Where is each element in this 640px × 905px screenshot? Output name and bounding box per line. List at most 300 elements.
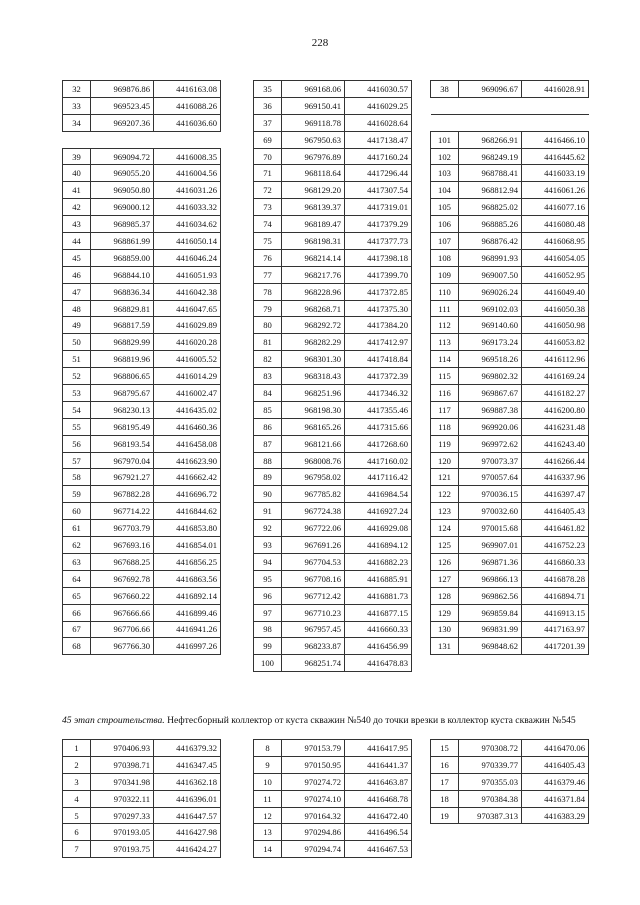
- x-coordinate: 969920.06: [459, 418, 522, 435]
- y-coordinate: 4416028.91: [522, 81, 589, 98]
- y-coordinate: 4416878.28: [522, 570, 589, 587]
- y-coordinate: 4416033.32: [154, 199, 221, 216]
- table-row: [63, 368, 221, 385]
- x-coordinate: 967708.16: [282, 570, 345, 587]
- x-coordinate: 967976.89: [282, 148, 345, 165]
- table-row: [254, 165, 412, 182]
- point-number: 60: [63, 503, 91, 520]
- y-coordinate: 4416050.38: [522, 300, 589, 317]
- point-number: 57: [63, 452, 91, 469]
- y-coordinate: 4416182.27: [522, 385, 589, 402]
- table-row: [254, 418, 412, 435]
- table-row: [254, 773, 412, 790]
- x-coordinate: 968008.76: [282, 452, 345, 469]
- point-number: 48: [63, 300, 91, 317]
- x-coordinate: 968118.64: [282, 165, 345, 182]
- table-row: [254, 317, 412, 334]
- x-coordinate: 968165.26: [282, 418, 345, 435]
- x-coordinate: 969055.20: [91, 165, 154, 182]
- y-coordinate: 4417138.47: [345, 131, 412, 148]
- coordinate-table: [430, 739, 589, 824]
- table-row: [254, 131, 412, 148]
- table-row: [63, 638, 221, 655]
- y-coordinate: 4416053.82: [522, 334, 589, 351]
- x-coordinate: 968189.47: [282, 216, 345, 233]
- y-coordinate: 4416383.29: [522, 807, 589, 824]
- point-number: 12: [254, 807, 282, 824]
- point-number: 120: [431, 452, 459, 469]
- table-row: [63, 570, 221, 587]
- x-coordinate: 968121.66: [282, 435, 345, 452]
- table-row: [431, 351, 589, 368]
- table-row: [63, 81, 221, 98]
- table-row: [254, 385, 412, 402]
- table-row: [431, 233, 589, 250]
- x-coordinate: 969150.41: [282, 97, 345, 114]
- x-coordinate: 970294.86: [282, 824, 345, 841]
- y-coordinate: 4416031.26: [154, 182, 221, 199]
- x-coordinate: 969050.80: [91, 182, 154, 199]
- table-row: [63, 351, 221, 368]
- point-number: 69: [254, 131, 282, 148]
- y-coordinate: 4416054.05: [522, 249, 589, 266]
- table-row: [431, 807, 589, 824]
- table-row: [254, 351, 412, 368]
- point-number: 74: [254, 216, 282, 233]
- x-coordinate: 968198.30: [282, 401, 345, 418]
- y-coordinate: 4416472.40: [345, 807, 412, 824]
- x-coordinate: 969118.78: [282, 114, 345, 131]
- y-coordinate: 4416894.71: [522, 587, 589, 604]
- table-row: [63, 97, 221, 114]
- point-number: 67: [63, 621, 91, 638]
- table-row: [63, 807, 221, 824]
- point-number: 102: [431, 148, 459, 165]
- y-coordinate: 4416405.43: [522, 756, 589, 773]
- point-number: 90: [254, 486, 282, 503]
- x-coordinate: 970297.33: [91, 807, 154, 824]
- y-coordinate: 4416885.91: [345, 570, 412, 587]
- table-row: [254, 740, 412, 757]
- y-coordinate: 4416050.14: [154, 233, 221, 250]
- y-coordinate: 4417384.20: [345, 317, 412, 334]
- y-coordinate: 4416036.60: [154, 114, 221, 131]
- x-coordinate: 970193.75: [91, 841, 154, 858]
- table-row: [63, 300, 221, 317]
- point-number: 68: [63, 638, 91, 655]
- y-coordinate: 4416002.47: [154, 385, 221, 402]
- table-row: [63, 385, 221, 402]
- point-number: 129: [431, 604, 459, 621]
- y-coordinate: 4416042.38: [154, 283, 221, 300]
- table-row: [431, 740, 589, 757]
- table-row: [254, 790, 412, 807]
- point-number: 116: [431, 385, 459, 402]
- y-coordinate: 4416929.08: [345, 520, 412, 537]
- point-number: 64: [63, 570, 91, 587]
- x-coordinate: 968301.30: [282, 351, 345, 368]
- y-coordinate: 4416984.54: [345, 486, 412, 503]
- x-coordinate: 970398.71: [91, 756, 154, 773]
- table-row: [431, 486, 589, 503]
- y-coordinate: 4416445.62: [522, 148, 589, 165]
- y-coordinate: 4417160.02: [345, 452, 412, 469]
- y-coordinate: 4416892.14: [154, 587, 221, 604]
- table-row: [254, 570, 412, 587]
- x-coordinate: 970193.05: [91, 824, 154, 841]
- table-row: [431, 334, 589, 351]
- x-coordinate: 970322.11: [91, 790, 154, 807]
- point-number: 46: [63, 266, 91, 283]
- y-coordinate: 4417355.46: [345, 401, 412, 418]
- x-coordinate: 969887.38: [459, 401, 522, 418]
- y-coordinate: 4417418.84: [345, 351, 412, 368]
- point-number: 85: [254, 401, 282, 418]
- table-row: [254, 114, 412, 131]
- x-coordinate: 969867.67: [459, 385, 522, 402]
- table-row: [431, 317, 589, 334]
- point-number: 44: [63, 233, 91, 250]
- y-coordinate: 4416447.57: [154, 807, 221, 824]
- y-coordinate: 4416662.42: [154, 469, 221, 486]
- table-row: [254, 621, 412, 638]
- point-number: 53: [63, 385, 91, 402]
- x-coordinate: 967714.22: [91, 503, 154, 520]
- point-number: 47: [63, 283, 91, 300]
- table-row: [431, 401, 589, 418]
- point-number: 43: [63, 216, 91, 233]
- point-number: 70: [254, 148, 282, 165]
- x-coordinate: 968812.94: [459, 182, 522, 199]
- table-row: [254, 199, 412, 216]
- point-number: 91: [254, 503, 282, 520]
- table-row: [63, 469, 221, 486]
- x-coordinate: 969207.36: [91, 114, 154, 131]
- x-coordinate: 968129.20: [282, 182, 345, 199]
- point-number: 105: [431, 199, 459, 216]
- point-number: 122: [431, 486, 459, 503]
- y-coordinate: 4417372.85: [345, 283, 412, 300]
- table-row: [254, 401, 412, 418]
- y-coordinate: 4416397.47: [522, 486, 589, 503]
- section-heading: [62, 715, 576, 726]
- point-number: 19: [431, 807, 459, 824]
- x-coordinate: 969972.62: [459, 435, 522, 452]
- y-coordinate: 4416844.62: [154, 503, 221, 520]
- x-coordinate: 970073.37: [459, 452, 522, 469]
- x-coordinate: 969007.50: [459, 266, 522, 283]
- y-coordinate: 4416899.46: [154, 604, 221, 621]
- point-number: 93: [254, 537, 282, 554]
- table-row: [431, 216, 589, 233]
- y-coordinate: 4416696.72: [154, 486, 221, 503]
- x-coordinate: 967921.27: [91, 469, 154, 486]
- table-row: [431, 553, 589, 570]
- point-number: 121: [431, 469, 459, 486]
- point-number: 118: [431, 418, 459, 435]
- x-coordinate: 969862.56: [459, 587, 522, 604]
- table-row: [63, 418, 221, 435]
- x-coordinate: 969523.45: [91, 97, 154, 114]
- x-coordinate: 968817.59: [91, 317, 154, 334]
- x-coordinate: 970355.03: [459, 773, 522, 790]
- y-coordinate: 4416660.33: [345, 621, 412, 638]
- y-coordinate: 4417296.44: [345, 165, 412, 182]
- table-gap-row: [63, 131, 221, 148]
- x-coordinate: 970294.74: [282, 841, 345, 858]
- x-coordinate: 967691.26: [282, 537, 345, 554]
- table-row: [431, 503, 589, 520]
- table-row: [431, 266, 589, 283]
- table-row: [431, 756, 589, 773]
- point-number: 88: [254, 452, 282, 469]
- y-coordinate: 4417375.30: [345, 300, 412, 317]
- y-coordinate: 4416396.01: [154, 790, 221, 807]
- y-coordinate: 4416470.06: [522, 740, 589, 757]
- x-coordinate: 968836.34: [91, 283, 154, 300]
- point-number: 2: [63, 756, 91, 773]
- point-number: 96: [254, 587, 282, 604]
- x-coordinate: 969173.24: [459, 334, 522, 351]
- table-row: [254, 841, 412, 858]
- y-coordinate: 4416461.82: [522, 520, 589, 537]
- point-number: 6: [63, 824, 91, 841]
- y-coordinate: 4417201.39: [522, 638, 589, 655]
- x-coordinate: 967710.23: [282, 604, 345, 621]
- y-coordinate: 4416854.01: [154, 537, 221, 554]
- y-coordinate: 4416050.98: [522, 317, 589, 334]
- y-coordinate: 4416169.24: [522, 368, 589, 385]
- x-coordinate: 968282.29: [282, 334, 345, 351]
- point-number: 1: [63, 740, 91, 757]
- table-row: [63, 283, 221, 300]
- table-row: [254, 368, 412, 385]
- point-number: 126: [431, 553, 459, 570]
- table-row: [431, 418, 589, 435]
- x-coordinate: 967950.63: [282, 131, 345, 148]
- table-row: [63, 790, 221, 807]
- y-coordinate: 4417346.32: [345, 385, 412, 402]
- y-coordinate: 4416020.28: [154, 334, 221, 351]
- x-coordinate: 970406.93: [91, 740, 154, 757]
- table-row: [63, 216, 221, 233]
- y-coordinate: 4416853.80: [154, 520, 221, 537]
- y-coordinate: 4416029.25: [345, 97, 412, 114]
- x-coordinate: 967785.82: [282, 486, 345, 503]
- y-coordinate: 4416080.48: [522, 216, 589, 233]
- table-row: [63, 553, 221, 570]
- y-coordinate: 4416061.26: [522, 182, 589, 199]
- y-coordinate: 4416941.26: [154, 621, 221, 638]
- table-row: [431, 368, 589, 385]
- table-row: [63, 452, 221, 469]
- point-number: 39: [63, 148, 91, 165]
- y-coordinate: 4416046.24: [154, 249, 221, 266]
- y-coordinate: 4416362.18: [154, 773, 221, 790]
- y-coordinate: 4416014.29: [154, 368, 221, 385]
- x-coordinate: 967706.66: [91, 621, 154, 638]
- table-row: [431, 148, 589, 165]
- y-coordinate: 4416427.98: [154, 824, 221, 841]
- y-coordinate: 4416047.65: [154, 300, 221, 317]
- x-coordinate: 969907.01: [459, 537, 522, 554]
- x-coordinate: 968251.74: [282, 655, 345, 672]
- x-coordinate: 968859.00: [91, 249, 154, 266]
- y-coordinate: 4416004.56: [154, 165, 221, 182]
- point-number: 112: [431, 317, 459, 334]
- table-row: [254, 638, 412, 655]
- coordinate-table: [253, 739, 412, 858]
- point-number: 124: [431, 520, 459, 537]
- table-row: [63, 165, 221, 182]
- y-coordinate: 4417163.97: [522, 621, 589, 638]
- x-coordinate: 970341.98: [91, 773, 154, 790]
- table-row: [63, 604, 221, 621]
- x-coordinate: 970308.72: [459, 740, 522, 757]
- point-number: 36: [254, 97, 282, 114]
- x-coordinate: 968861.99: [91, 233, 154, 250]
- point-number: 33: [63, 97, 91, 114]
- x-coordinate: 969831.99: [459, 621, 522, 638]
- y-coordinate: 4416028.64: [345, 114, 412, 131]
- point-number: 115: [431, 368, 459, 385]
- y-coordinate: 4416913.15: [522, 604, 589, 621]
- table-row: [431, 452, 589, 469]
- x-coordinate: 970153.79: [282, 740, 345, 757]
- x-coordinate: 970164.32: [282, 807, 345, 824]
- point-number: 128: [431, 587, 459, 604]
- point-number: 4: [63, 790, 91, 807]
- table-row: [254, 486, 412, 503]
- table-row: [254, 655, 412, 672]
- x-coordinate: 968214.14: [282, 249, 345, 266]
- y-coordinate: 4416405.43: [522, 503, 589, 520]
- x-coordinate: 970036.15: [459, 486, 522, 503]
- y-coordinate: 4417315.66: [345, 418, 412, 435]
- point-number: 73: [254, 199, 282, 216]
- y-coordinate: 4416894.12: [345, 537, 412, 554]
- point-number: 98: [254, 621, 282, 638]
- x-coordinate: 970274.72: [282, 773, 345, 790]
- table-row: [431, 435, 589, 452]
- coordinate-table: [430, 80, 589, 655]
- y-coordinate: 4416052.95: [522, 266, 589, 283]
- x-coordinate: 967882.28: [91, 486, 154, 503]
- point-number: 66: [63, 604, 91, 621]
- table-row: [63, 824, 221, 841]
- x-coordinate: 968806.65: [91, 368, 154, 385]
- table-row: [254, 216, 412, 233]
- x-coordinate: 967703.79: [91, 520, 154, 537]
- y-coordinate: 4416463.87: [345, 773, 412, 790]
- x-coordinate: 968233.87: [282, 638, 345, 655]
- x-coordinate: 968844.10: [91, 266, 154, 283]
- y-coordinate: 4417372.39: [345, 368, 412, 385]
- y-coordinate: 4416049.40: [522, 283, 589, 300]
- point-number: 104: [431, 182, 459, 199]
- point-number: 40: [63, 165, 91, 182]
- table-row: [431, 199, 589, 216]
- y-coordinate: 4416029.89: [154, 317, 221, 334]
- point-number: 130: [431, 621, 459, 638]
- y-coordinate: 4416882.23: [345, 553, 412, 570]
- y-coordinate: 4417116.42: [345, 469, 412, 486]
- point-number: 123: [431, 503, 459, 520]
- point-number: 61: [63, 520, 91, 537]
- x-coordinate: 968139.37: [282, 199, 345, 216]
- point-number: 17: [431, 773, 459, 790]
- y-coordinate: 4417160.24: [345, 148, 412, 165]
- point-number: 119: [431, 435, 459, 452]
- x-coordinate: 968266.91: [459, 131, 522, 148]
- point-number: 38: [431, 81, 459, 98]
- point-number: 8: [254, 740, 282, 757]
- y-coordinate: 4416496.54: [345, 824, 412, 841]
- point-number: 108: [431, 249, 459, 266]
- table-row: [63, 486, 221, 503]
- table-row: [254, 469, 412, 486]
- x-coordinate: 967957.45: [282, 621, 345, 638]
- coordinate-table: [62, 739, 221, 858]
- table-row: [431, 520, 589, 537]
- y-coordinate: 4416435.02: [154, 401, 221, 418]
- table-row: [63, 182, 221, 199]
- table-row: [63, 740, 221, 757]
- coordinate-table: [253, 80, 412, 672]
- x-coordinate: 968228.96: [282, 283, 345, 300]
- table-row: [254, 756, 412, 773]
- point-number: 75: [254, 233, 282, 250]
- point-number: 82: [254, 351, 282, 368]
- x-coordinate: 967693.16: [91, 537, 154, 554]
- table-row: [254, 520, 412, 537]
- y-coordinate: 4416051.93: [154, 266, 221, 283]
- y-coordinate: 4416337.96: [522, 469, 589, 486]
- point-number: 42: [63, 199, 91, 216]
- y-coordinate: 4416623.90: [154, 452, 221, 469]
- point-number: 106: [431, 216, 459, 233]
- x-coordinate: 968292.72: [282, 317, 345, 334]
- table-row: [431, 283, 589, 300]
- point-number: 117: [431, 401, 459, 418]
- table-row: [431, 469, 589, 486]
- y-coordinate: 4417379.29: [345, 216, 412, 233]
- y-coordinate: 4416458.08: [154, 435, 221, 452]
- x-coordinate: 967688.25: [91, 553, 154, 570]
- y-coordinate: 4416088.26: [154, 97, 221, 114]
- table-row: [63, 114, 221, 131]
- point-number: 45: [63, 249, 91, 266]
- x-coordinate: 968198.31: [282, 233, 345, 250]
- x-coordinate: 967692.78: [91, 570, 154, 587]
- x-coordinate: 970274.10: [282, 790, 345, 807]
- table-row: [63, 233, 221, 250]
- y-coordinate: 4416243.40: [522, 435, 589, 452]
- x-coordinate: 968788.41: [459, 165, 522, 182]
- x-coordinate: 968230.13: [91, 401, 154, 418]
- y-coordinate: 4416163.08: [154, 81, 221, 98]
- table-row: [254, 81, 412, 98]
- y-coordinate: 4416863.56: [154, 570, 221, 587]
- x-coordinate: 969848.62: [459, 638, 522, 655]
- table-row: [431, 621, 589, 638]
- table-row: [63, 587, 221, 604]
- point-number: 34: [63, 114, 91, 131]
- point-number: 62: [63, 537, 91, 554]
- x-coordinate: 968249.19: [459, 148, 522, 165]
- x-coordinate: 970387.313: [459, 807, 522, 824]
- x-coordinate: 968819.96: [91, 351, 154, 368]
